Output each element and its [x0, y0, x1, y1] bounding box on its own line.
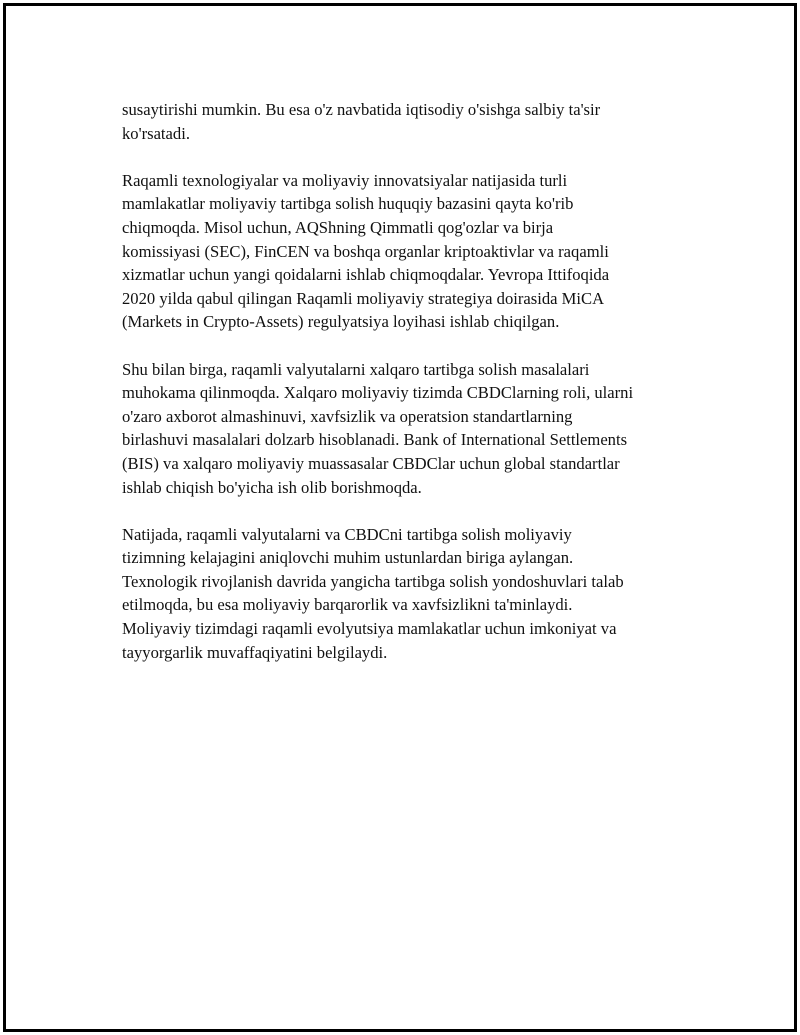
paragraph-regulation-reform: Raqamli texnologiyalar va moliyaviy innovatsiyalar natijasida turli mamlakatlar moliyaviy tartibga solish huquqiy bazasini qayta ko'rib chiqmoqda. Misol uchun, AQShning Qimmatli qog'ozlar va birja komissiyasi (SEC), FinCEN va boshqa organlar kriptoaktivlar va raqamli xizmatlar uchun yangi qoidalarni ishlab chiqmoqdalar. Yevropa Ittifoqida 2020 yilda qabul qilingan Raqamli moliyaviy strategiya doirasida MiCA (Markets in Crypto-Assets) regulyatsiya loyihasi ishlab chiqilgan.	[122, 170, 610, 332]
document-body	[122, 98, 712, 688]
paragraph-international-regulation: Shu bilan birga, raqamli valyutalarni xalqaro tartibga solish masalalari muhokama qilinmoqda. Xalqaro moliyaviy tizimda CBDClarning roli, ularni o'zaro axborot almashinuvi, xavfsizlik va operatsion standartlarning birlashuvi masalalari dolzarb hisoblanadi. Bank of International Settlements (BIS) va xalqaro moliyaviy muassasalar CBDClar uchun global standartlar ishlab chiqish bo'yicha ish olib borishmoqda.	[122, 359, 634, 497]
paragraph-continuation: susaytirishi mumkin. Bu esa o'z navbatida iqtisodiy o'sishga salbiy ta'sir ko'rsatadi.	[122, 100, 601, 143]
paragraph-conclusion: Natijada, raqamli valyutalarni va CBDCni tartibga solish moliyaviy tizimning kelajagini aniqlovchi muhim ustunlardan biriga aylangan. Texnologik rivojlanish davrida yangicha tartibga solish yondoshuvlari talab etilmoqda, bu esa moliyaviy barqarorlik va xavfsizlikni ta'minlaydi. Moliyaviy tizimdagi raqamli evolyutsiya mamlakatlar uchun imkoniyat va tayyorgarlik muvaffaqiyatini belgilaydi.	[122, 524, 624, 662]
page-frame	[3, 3, 797, 1032]
